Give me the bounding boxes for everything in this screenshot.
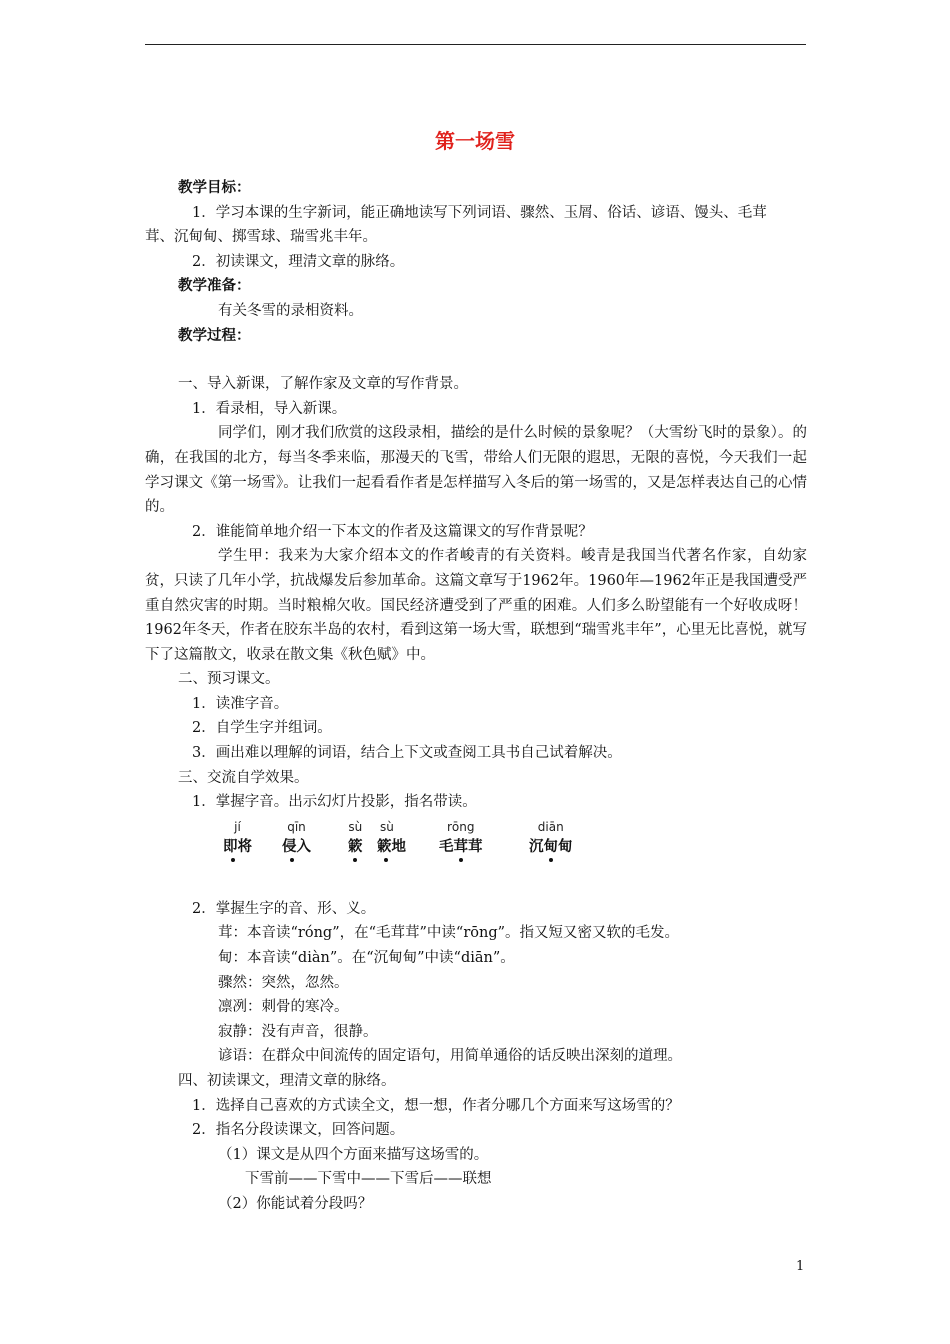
- page-number: 1: [796, 1259, 805, 1274]
- goal-1-line-2: 茸、沉甸甸、掷雪球、瑞雪兆丰年。: [145, 229, 377, 246]
- definition-zhouran: 骤然：突然，忽然。: [218, 974, 349, 991]
- emphasis-dot: [231, 858, 235, 862]
- pinyin-text: sù: [348, 819, 363, 834]
- hanzi-text: 毛茸茸: [439, 838, 483, 855]
- part-1-item-2-text: 学生甲：我来为大家介绍本文的作者峻青的有关资料。峻青是我国当代著名作家，自幼家贫，只读了几年小学，抗战爆发后参加革命。这篇文章写于1962年。1960年—1962年正是我国遭受严重自然灾害的时期。当时粮棉欠收。国民经济遭受到了严重的困难。人们多么盼望能有一个好收成呀！1962年冬天，作者在胶东半岛的农村，看到这第一场大雪，联想到“瑞雪兆丰年”，心里无比喜悦，就写下了这篇散文，收录在散文集《秋色赋》中。: [145, 548, 807, 663]
- part-1-item-1-text: 同学们，刚才我们欣赏的这段录相，描绘的是什么时候的景象呢？（大雪纷飞时的景象）。的确，在我国的北方，每当冬季来临，那漫天的飞雪，带给人们无限的遐思，无限的喜悦，今天我们一起学习课文《第一场雪》。让我们一起看看作者是怎样描写入冬后的第一场雪的，又是怎样表达自己的心情的。: [145, 425, 807, 516]
- part-2-item-2: 2．自学生字并组词。: [192, 720, 332, 737]
- header-rule: [145, 44, 806, 45]
- part-2-heading: 二、预习课文。: [178, 671, 280, 688]
- goal-1-line-1: 1．学习本课的生字新词，能正确地读写下列词语、骤然、玉屑、俗话、谚语、馒头、毛茸: [192, 204, 767, 221]
- hanzi-text: 即将: [223, 838, 252, 855]
- pinyin-item: [377, 819, 406, 862]
- part-3-heading: 三、交流自学效果。: [178, 769, 309, 786]
- definition-rong: 茸：本音读“róng”，在“毛茸茸”中读“rōng”。指又短又密又软的毛发。: [218, 925, 680, 942]
- prep-heading: 教学准备：: [178, 277, 251, 295]
- part-2-item-3: 3．画出难以理解的词语，结合上下文或查阅工具书自己试着解决。: [192, 745, 622, 762]
- question-2: （2）你能试着分段吗？: [218, 1195, 373, 1212]
- pinyin-item: [348, 819, 363, 862]
- part-4-item-2: 2．指名分段读课文，回答问题。: [192, 1122, 405, 1139]
- pinyin-item: [439, 819, 483, 862]
- part-2-item-1: 1．读准字音。: [192, 695, 289, 712]
- hanzi-text: 簌地: [377, 838, 406, 855]
- definition-linlie: 凛冽：刺骨的寒冷。: [218, 999, 349, 1016]
- pinyin-text: diān: [537, 819, 564, 834]
- hanzi-text: 沉甸甸: [529, 838, 573, 855]
- part-1-item-2: 2．谁能简单地介绍一下本文的作者及这篇课文的写作背景呢？: [192, 523, 593, 540]
- emphasis-dot: [290, 858, 294, 862]
- prep-text: 有关冬雪的录相资料。: [218, 302, 363, 319]
- emphasis-dot: [384, 858, 388, 862]
- pinyin-table: [145, 819, 807, 897]
- hanzi-text: 簌: [348, 838, 363, 855]
- part-1-item-1: 1．看录相，导入新课。: [192, 400, 347, 417]
- definition-jijing: 寂静：没有声音，很静。: [218, 1023, 378, 1040]
- pinyin-text: sù: [380, 819, 394, 834]
- pinyin-item: [223, 819, 252, 862]
- part-1-heading: 一、导入新课，了解作家及文章的写作背景。: [178, 376, 468, 393]
- page-title: 第一场雪: [435, 129, 515, 153]
- goal-2: 2．初读课文，理清文章的脉络。: [192, 253, 405, 270]
- question-1: （1）课文是从四个方面来描写这场雪的。: [218, 1146, 489, 1163]
- emphasis-dot: [549, 858, 553, 862]
- question-1-answer: 下雪前——下雪中——下雪后——联想: [245, 1171, 492, 1188]
- process-heading: 教学过程：: [178, 326, 251, 344]
- part-3-item-2: 2．掌握生字的音、形、义。: [192, 900, 376, 917]
- hanzi-text: 侵入: [282, 838, 311, 855]
- pinyin-item: [529, 819, 573, 862]
- emphasis-dot: [353, 858, 357, 862]
- pinyin-text: rōng: [447, 819, 475, 834]
- part-4-item-1: 1．选择自己喜欢的方式读全文，想一想，作者分哪几个方面来写这场雪的？: [192, 1097, 680, 1114]
- pinyin-text: jí: [234, 819, 241, 834]
- pinyin-item: [282, 819, 311, 862]
- definition-yanyu: 谚语：在群众中间流传的固定语句，用简单通俗的话反映出深刻的道理。: [218, 1048, 682, 1065]
- definition-dian: 甸：本音读“diàn”。在“沉甸甸”中读“diān”。: [218, 950, 515, 967]
- part-4-heading: 四、初读课文，理清文章的脉络。: [178, 1073, 396, 1089]
- goals-heading: 教学目标：: [178, 179, 251, 196]
- part-3-item-1: 1．掌握字音。出示幻灯片投影，指名带读。: [192, 794, 477, 811]
- pinyin-text: qīn: [287, 819, 306, 834]
- emphasis-dot: [459, 858, 463, 862]
- document-body: [145, 176, 807, 1217]
